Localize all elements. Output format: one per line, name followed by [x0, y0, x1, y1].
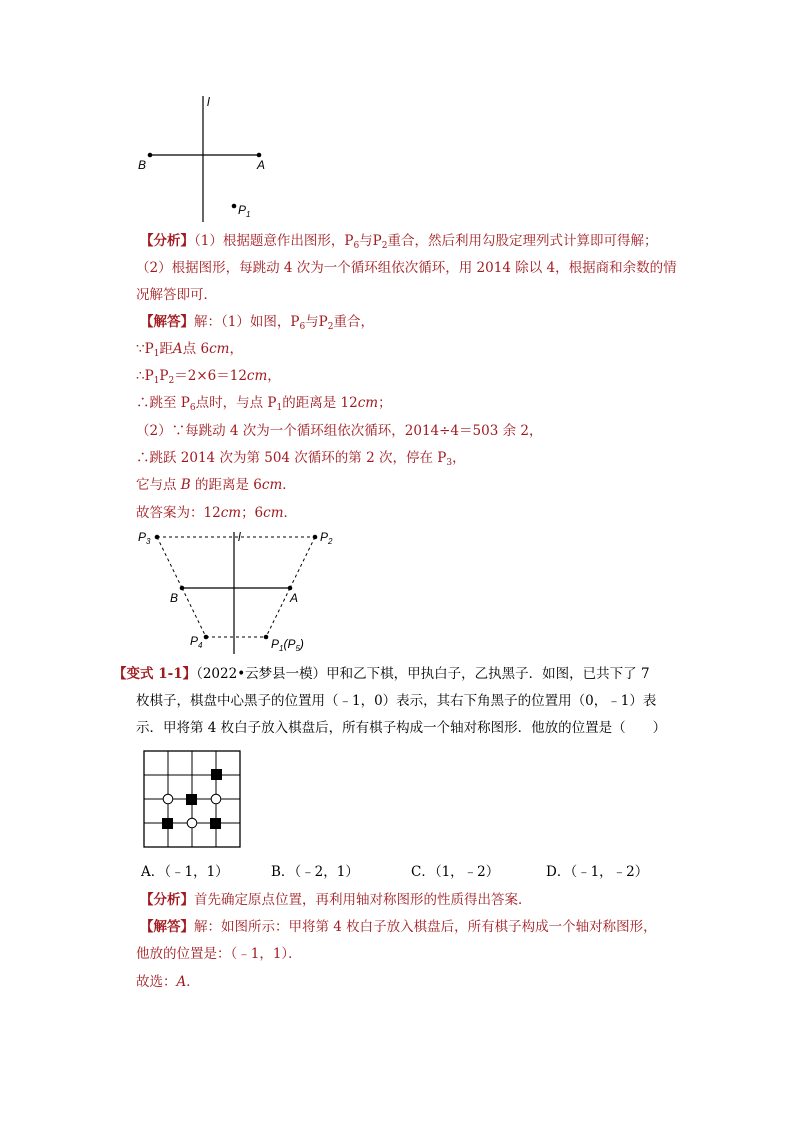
solution-1-line6: ∴跳跃 2014 次为第 504 次循环的第 2 次，停在 $P_3$，	[136, 450, 466, 468]
variant-line1: 【变式 1-1】（2022•云梦县一模）甲和乙下棋，甲执白子，乙执黑子．如图，已共下了 7	[113, 666, 650, 682]
label-p1: $P_1$	[238, 203, 251, 219]
variant-line3: 示．甲将第 4 枚白子放入棋盘后，所有棋子构成一个轴对称图形．他放的位置是（ ）	[136, 720, 667, 736]
analysis-2: 【分析】首先确定原点位置，再利用轴对称图形的性质得出答案．	[140, 892, 532, 908]
point-b	[148, 153, 153, 158]
point-p4	[204, 635, 209, 640]
point-p1-2	[264, 635, 269, 640]
point-p2	[313, 535, 318, 540]
solution-1-line8: 故答案为：12cm；6cm．	[136, 505, 298, 521]
label-p4: $P_4$	[190, 634, 203, 650]
figure-axis-points	[130, 90, 280, 226]
label-b-2: B	[170, 591, 179, 605]
dash-a-p1	[266, 588, 290, 637]
analysis-1-line3: 况解答即可．	[136, 287, 217, 303]
label-p1-p5: $P_1(P_5)$	[271, 637, 304, 653]
point-p1	[232, 204, 237, 209]
analysis-1-line1: 【分析】（1）根据题意作出图形，$P_6$与$P_2$重合，然后利用勾股定理列式计算即可得解；	[140, 233, 658, 251]
solution-1-line4: ∴跳至 $P_6$点时，与点 $P_1$的距离是 12cm；	[136, 395, 392, 413]
label-a-2: A	[290, 591, 299, 605]
solution-2-line1: 【解答】解：如图所示：甲将第 4 枚白子放入棋盘后，所有棋子构成一个轴对称图形，	[140, 919, 657, 935]
solution-2-line2: 他放的位置是：（﹣1，1）．	[136, 946, 302, 962]
option-a[interactable]: A．（﹣1，1）	[141, 864, 229, 880]
go-board	[143, 750, 243, 850]
solution-1-line7: 它与点 B 的距离是 6cm．	[136, 477, 296, 493]
black-stone	[211, 769, 222, 780]
label-p3: $P_3$	[138, 530, 151, 546]
label-p2: $P_2$	[320, 530, 333, 546]
dash-p2-a	[290, 537, 315, 588]
label-b: B	[138, 158, 147, 172]
label-l: l	[207, 95, 210, 109]
black-stone	[162, 818, 173, 829]
white-stone	[163, 794, 173, 804]
dash-p3-b	[157, 537, 182, 588]
variant-line2: 枚棋子，棋盘中心黑子的位置用（﹣1，0）表示，其右下角黑子的位置用（0，﹣1）表	[136, 693, 657, 709]
point-p3	[155, 535, 160, 540]
solution-1-line1: 【解答】解：（1）如图，$P_6$与$P_2$重合，	[140, 314, 374, 332]
black-stone	[210, 818, 221, 829]
analysis-1-line2: （2）根据图形，每跳动 4 次为一个循环组依次循环，用 2014 除以 4，根据商和余数的情	[136, 260, 677, 276]
dash-b-p4	[182, 588, 206, 637]
solution-1-line5: （2）∵每跳动 4 次为一个循环组依次循环，2014÷4＝503 余 2，	[136, 423, 543, 439]
option-c[interactable]: C．（1，﹣2）	[411, 864, 500, 880]
option-b[interactable]: B．（﹣2，1）	[271, 864, 359, 880]
point-b-2	[180, 586, 185, 591]
option-d[interactable]: D．（﹣1，﹣2）	[546, 864, 649, 880]
white-stone	[187, 818, 197, 828]
white-stone	[211, 794, 221, 804]
label-a: A	[257, 158, 266, 172]
point-a-2	[288, 586, 293, 591]
point-a	[257, 153, 262, 158]
figure-trapezoid	[130, 524, 350, 658]
solution-1-line3: $\therefore P_1P_2=2\times 6=12cm$，	[136, 368, 281, 386]
black-stone-center	[186, 794, 197, 805]
solution-2-line3: 故选：A．	[136, 974, 200, 990]
label-l-2: l	[238, 530, 241, 544]
solution-1-line2: $\because P_1$距A点 6cm，	[136, 341, 243, 359]
